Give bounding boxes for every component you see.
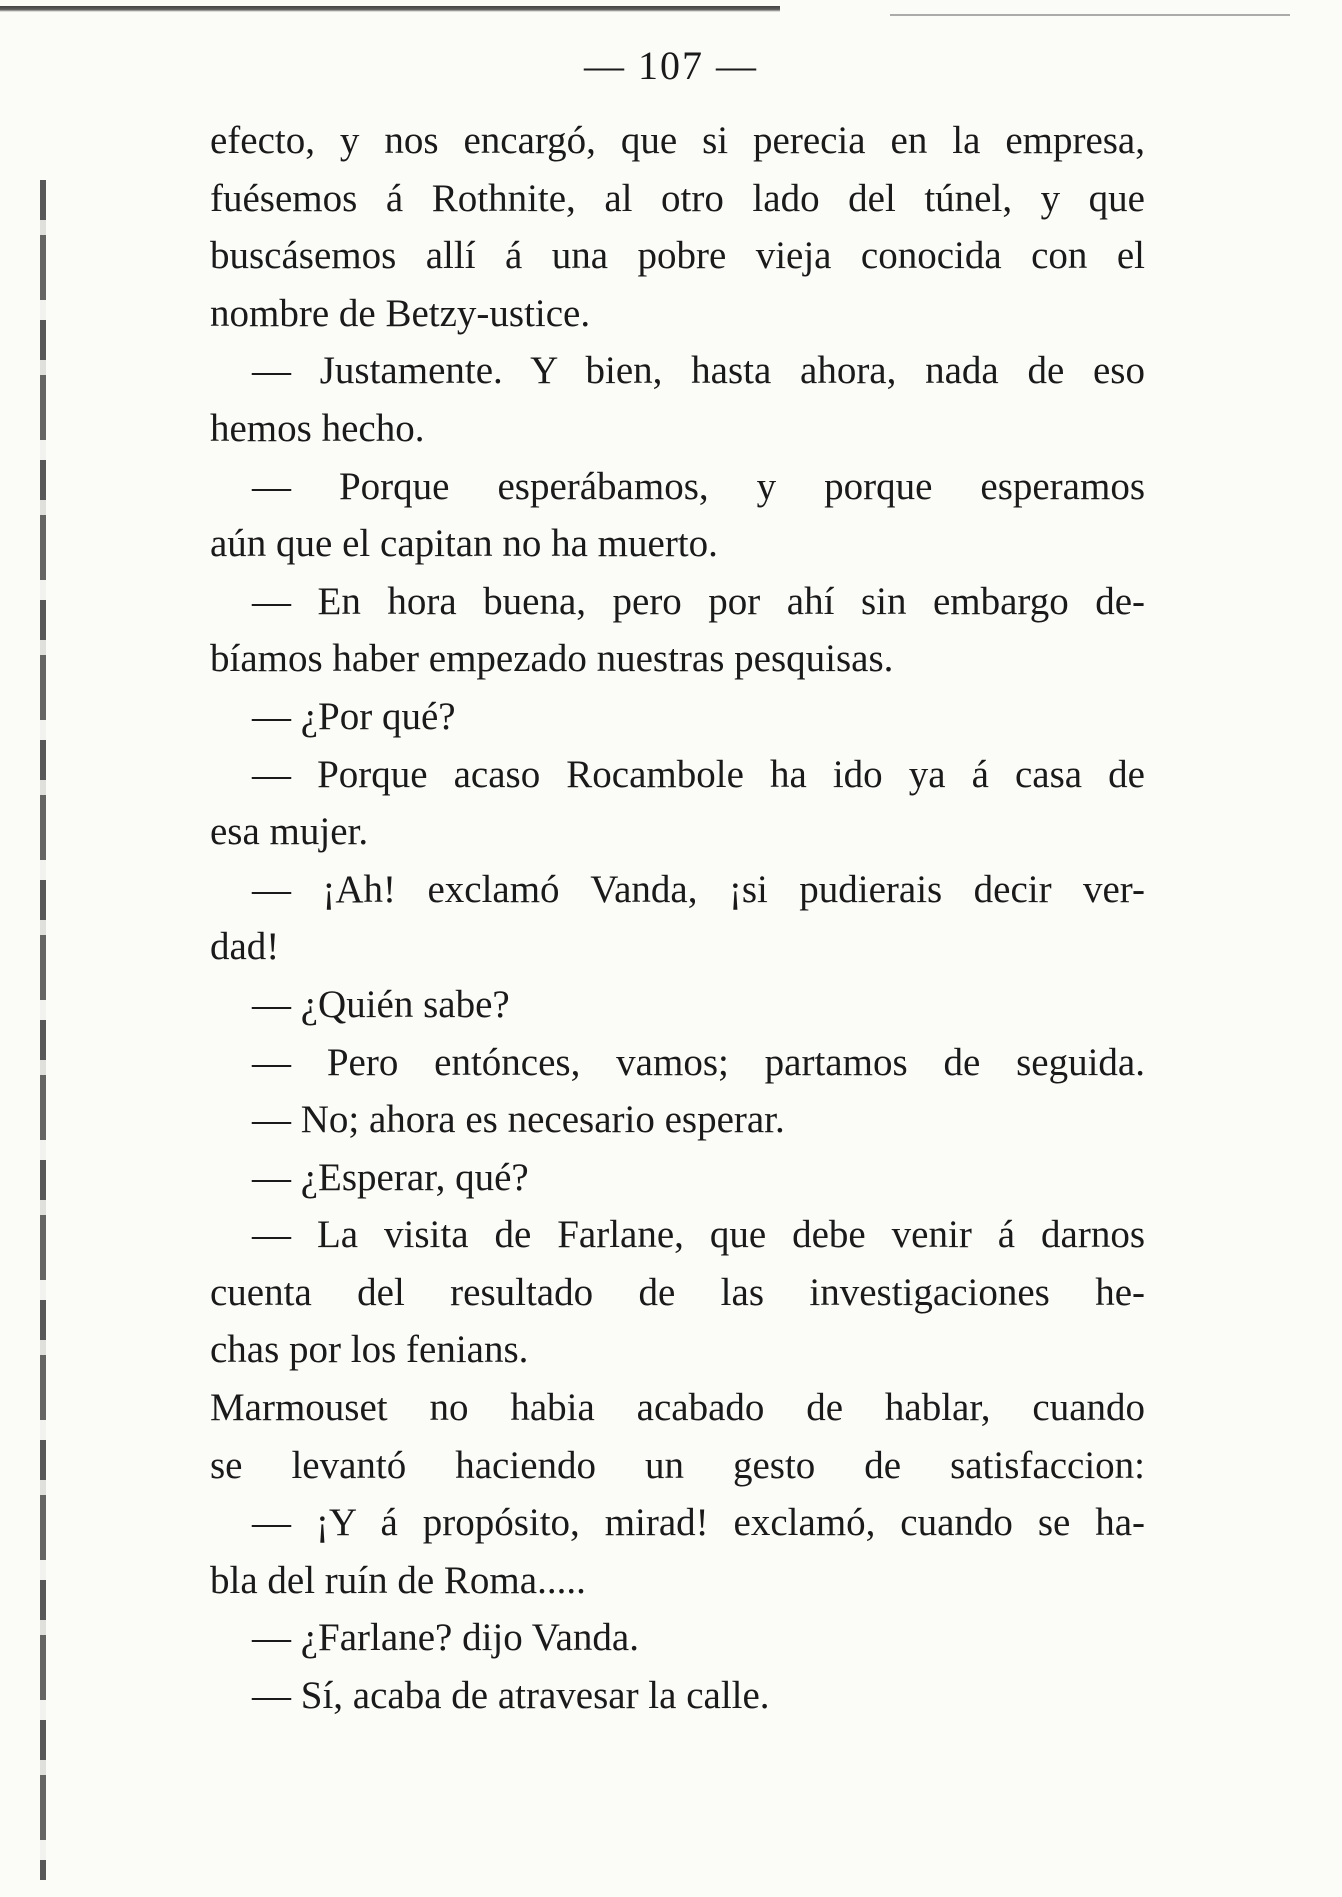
scan-edge-left — [40, 180, 46, 1880]
text-line: — No; ahora es necesario esperar. — [252, 1098, 785, 1142]
text-line: bíamos haber empezado nuestras pesquisas. — [210, 637, 894, 681]
text-line: buscásemos allí á una pobre vieja conocida con el — [210, 234, 1145, 278]
text-line: — ¿Por qué? — [252, 694, 456, 738]
text-line: dad! — [210, 925, 280, 969]
text-line: — Porque acaso Rocambole ha ido ya á casa de — [252, 752, 1145, 796]
text-line: — ¿Farlane? dijo Vanda. — [252, 1616, 639, 1660]
text-line: bla del ruín de Roma..... — [210, 1558, 586, 1602]
text-line: cuenta del resultado de las investigaciones he- — [210, 1270, 1145, 1314]
text-line: esa mujer. — [210, 810, 369, 854]
scan-edge-top — [0, 6, 780, 12]
text-line: — Pero entónces, vamos; partamos de seguida. — [252, 1040, 1145, 1084]
text-line: — Sí, acaba de atravesar la calle. — [252, 1674, 770, 1718]
text-line: — ¿Quién sabe? — [252, 982, 510, 1026]
text-line: fuésemos á Rothnite, al otro lado del túnel, y que — [210, 176, 1145, 220]
scan-edge-top-right — [890, 14, 1290, 16]
text-line: — Porque esperábamos, y porque esperamos — [252, 464, 1145, 508]
text-line: hemos hecho. — [210, 406, 425, 450]
text-line: — La visita de Farlane, que debe venir á darnos — [252, 1213, 1145, 1257]
text-line: efecto, y nos encargó, que si perecia en la empresa, — [210, 119, 1145, 162]
text-line: — Justamente. Y bien, hasta ahora, nada de eso — [252, 349, 1145, 393]
text-line: aún que el capitan no ha muerto. — [210, 522, 718, 566]
text-line: — ¡Y á propósito, mirad! exclamó, cuando se ha- — [252, 1501, 1145, 1545]
text-line: Marmouset no habia acabado de hablar, cuando — [210, 1386, 1145, 1430]
text-line: se levantó haciendo un gesto de satisfaccion: — [210, 1443, 1145, 1487]
text-line: nombre de Betzy-ustice. — [210, 291, 591, 335]
body-text — [210, 112, 1145, 1725]
text-line: — ¿Esperar, qué? — [252, 1155, 529, 1199]
text-line: — En hora buena, pero por ahí sin embargo de- — [252, 579, 1145, 623]
text-line: chas por los fenians. — [210, 1328, 529, 1372]
page-number: — 107 — — [584, 43, 758, 88]
text-line: — ¡Ah! exclamó Vanda, ¡si pudierais decir ver- — [252, 867, 1145, 911]
